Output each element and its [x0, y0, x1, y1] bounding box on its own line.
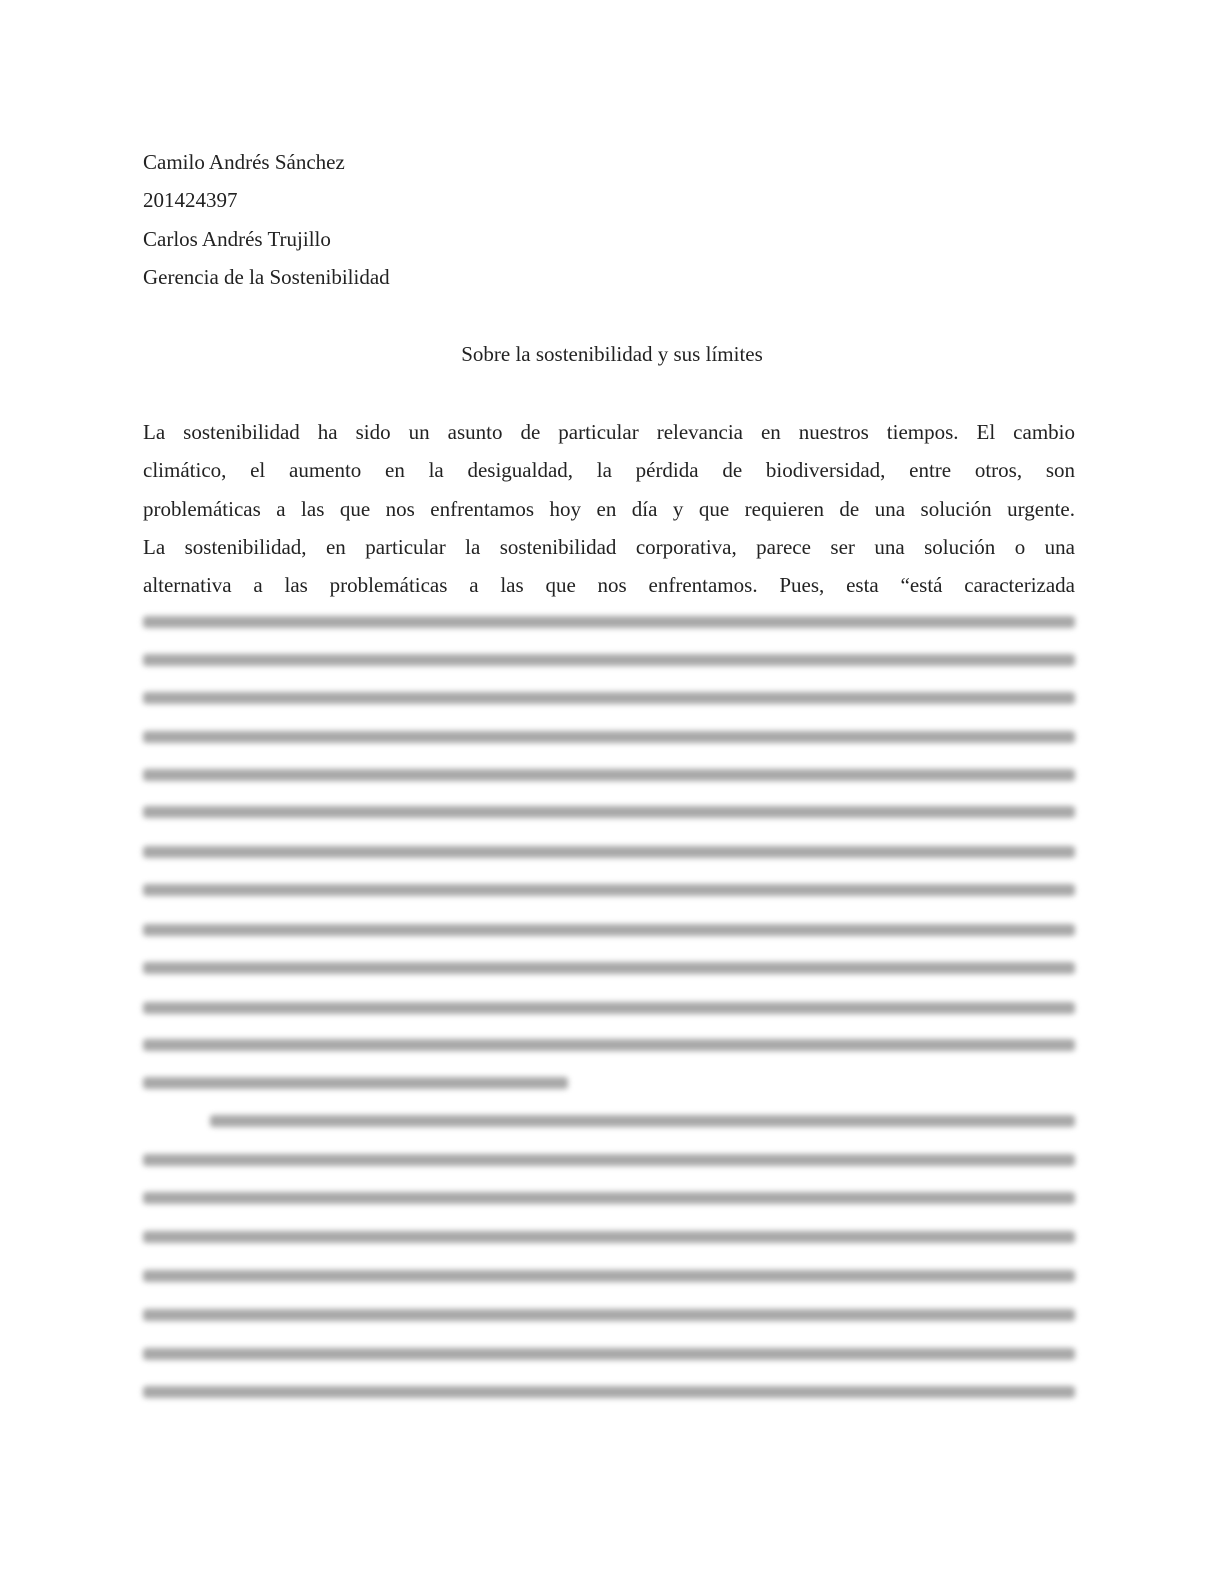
author-name: Camilo Andrés Sánchez [143, 150, 345, 174]
blurred-line [143, 1309, 1075, 1321]
blurred-line [210, 1115, 1075, 1127]
blurred-line [143, 1231, 1075, 1243]
blurred-line [143, 806, 1075, 818]
blurred-line [143, 654, 1075, 666]
body-line [143, 458, 1075, 482]
blurred-line [143, 692, 1075, 704]
body-line [143, 535, 1075, 559]
blurred-line [143, 924, 1075, 936]
blurred-line [143, 1348, 1075, 1360]
course-name: Gerencia de la Sostenibilidad [143, 265, 390, 289]
blurred-line [143, 1386, 1075, 1398]
body-line-text: problemáticas a las que nos enfrentamos hoy en día y que requieren de una solución urgente. [143, 497, 1075, 521]
body-line-text: La sostenibilidad, en particular la sostenibilidad corporativa, parece ser una solución o una [143, 535, 1075, 559]
blurred-line [143, 769, 1075, 781]
blurred-line [143, 1154, 1075, 1166]
blurred-line [143, 616, 1075, 628]
professor-name: Carlos Andrés Trujillo [143, 227, 331, 251]
blurred-line [143, 1077, 568, 1089]
blurred-line [143, 1002, 1075, 1014]
body-line [143, 420, 1075, 444]
blurred-line [143, 1270, 1075, 1282]
blurred-line [143, 731, 1075, 743]
body-line [143, 497, 1075, 521]
body-line-text: climático, el aumento en la desigualdad, la pérdida de biodiversidad, entre otros, son [143, 458, 1075, 482]
body-line [143, 573, 1075, 597]
blurred-line [143, 846, 1075, 858]
document-title: Sobre la sostenibilidad y sus límites [461, 342, 763, 366]
blurred-line [143, 884, 1075, 896]
student-id: 201424397 [143, 188, 238, 212]
blurred-line [143, 1039, 1075, 1051]
blurred-line [143, 1192, 1075, 1204]
blurred-line [143, 962, 1075, 974]
body-line-text: alternativa a las problemáticas a las que nos enfrentamos. Pues, esta “está caracterizada [143, 573, 1075, 597]
body-line-text: La sostenibilidad ha sido un asunto de particular relevancia en nuestros tiempos. El cambio [143, 420, 1075, 444]
